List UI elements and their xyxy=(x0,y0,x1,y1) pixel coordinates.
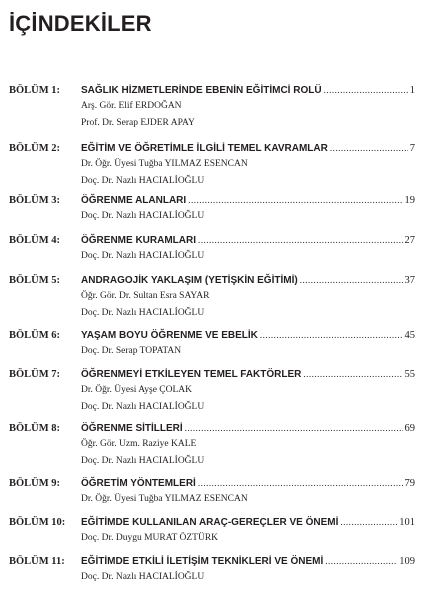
chapter-title: ÖĞRENME ALANLARI xyxy=(81,195,187,206)
page-number: 79 xyxy=(404,478,415,489)
page-number: 69 xyxy=(404,423,415,434)
chapter-title: ÖĞRETİM YÖNTEMLERİ xyxy=(81,478,196,489)
chapter-author: Doç. Dr. Nazlı HACIALİOĞLU xyxy=(81,402,205,412)
dot-leader xyxy=(185,423,403,433)
dot-leader xyxy=(300,275,403,285)
dot-leader xyxy=(324,85,408,95)
chapter-label: BÖLÜM 4: xyxy=(9,235,61,246)
chapter-title: SAĞLIK HİZMETLERİNDE EBENİN EĞİTİMCİ ROLÜ xyxy=(81,85,322,96)
dot-leader xyxy=(325,556,397,566)
chapter-author: Doç. Dr. Nazlı HACIALİOĞLU xyxy=(81,308,205,318)
chapter-author: Doç. Dr. Nazlı HACIALİOĞLU xyxy=(81,572,205,582)
chapter-label: BÖLÜM 5: xyxy=(9,275,61,286)
chapter-label: BÖLÜM 2: xyxy=(9,143,61,154)
chapter-title-line[interactable] xyxy=(81,517,415,528)
dot-leader xyxy=(198,235,403,245)
chapter-title-line[interactable] xyxy=(81,423,415,434)
dot-leader xyxy=(303,369,402,379)
chapter-label: BÖLÜM 8: xyxy=(9,423,61,434)
page-number: 1 xyxy=(409,85,415,96)
page-title: İÇİNDEKİLER xyxy=(9,11,152,36)
page-number: 27 xyxy=(404,235,415,246)
chapter-label: BÖLÜM 1: xyxy=(9,85,61,96)
chapter-author: Dr. Öğr. Üyesi Tuğba YILMAZ ESENCAN xyxy=(81,494,248,504)
chapter-title-line[interactable] xyxy=(81,369,415,380)
chapter-author: Doç. Dr. Duygu MURAT ÖZTÜRK xyxy=(81,533,219,543)
page-number: 55 xyxy=(404,369,415,380)
dot-leader xyxy=(340,517,397,527)
chapter-title: ANDRAGOJİK YAKLAŞIM (YETİŞKİN EĞİTİMİ) xyxy=(81,275,298,286)
chapter-title-line[interactable] xyxy=(81,330,415,341)
chapter-author: Prof. Dr. Serap EJDER APAY xyxy=(81,118,195,128)
chapter-author: Arş. Gör. Elif ERDOĞAN xyxy=(81,101,182,111)
chapter-author: Öğr. Gör. Uzm. Raziye KALE xyxy=(81,439,197,449)
chapter-title: YAŞAM BOYU ÖĞRENME VE EBELİK xyxy=(81,330,258,341)
chapter-author: Doç. Dr. Serap TOPATAN xyxy=(81,346,182,356)
chapter-author: Öğr. Gör. Dr. Sultan Esra SAYAR xyxy=(81,291,210,301)
chapter-title: ÖĞRENMEYİ ETKİLEYEN TEMEL FAKTÖRLER xyxy=(81,369,302,380)
chapter-title-line[interactable] xyxy=(81,143,415,154)
chapter-title-line[interactable] xyxy=(81,235,415,246)
chapter-title: ÖĞRENME SİTİLLERİ xyxy=(81,423,183,434)
chapter-title-line[interactable] xyxy=(81,275,415,286)
chapter-title: ÖĞRENME KURAMLARI xyxy=(81,235,196,246)
chapter-title: EĞİTİM VE ÖĞRETİMLE İLGİLİ TEMEL KAVRAMLAR xyxy=(81,143,328,154)
page-number: 7 xyxy=(409,143,415,154)
page-number: 101 xyxy=(399,517,415,528)
chapter-author: Doç. Dr. Nazlı HACIALİOĞLU xyxy=(81,176,205,186)
chapter-title: EĞİTİMDE KULLANILAN ARAÇ-GEREÇLER VE ÖNEMİ xyxy=(81,517,339,528)
chapter-author: Dr. Öğr. Üyesi Tuğba YILMAZ ESENCAN xyxy=(81,159,248,169)
dot-leader xyxy=(330,143,408,153)
chapter-title-line[interactable] xyxy=(81,195,415,206)
chapter-label: BÖLÜM 11: xyxy=(9,556,65,567)
page-number: 109 xyxy=(399,556,415,567)
chapter-title-line[interactable] xyxy=(81,556,415,567)
page-number: 45 xyxy=(404,330,415,341)
chapter-label: BÖLÜM 3: xyxy=(9,195,61,206)
chapter-label: BÖLÜM 10: xyxy=(9,517,66,528)
chapter-author: Dr. Öğr. Üyesi Ayşe ÇOLAK xyxy=(81,385,193,395)
chapter-author: Doç. Dr. Nazlı HACIALİOĞLU xyxy=(81,456,205,466)
page-number: 19 xyxy=(404,195,415,206)
chapter-title-line[interactable] xyxy=(81,478,415,489)
chapter-label: BÖLÜM 9: xyxy=(9,478,61,489)
chapter-label: BÖLÜM 6: xyxy=(9,330,61,341)
page-number: 37 xyxy=(404,275,415,286)
dot-leader xyxy=(188,195,402,205)
chapter-title: EĞİTİMDE ETKİLİ İLETİŞİM TEKNİKLERİ VE ÖNEMİ xyxy=(81,556,324,567)
chapter-author: Doç. Dr. Nazlı HACIALİOĞLU xyxy=(81,251,205,261)
dot-leader xyxy=(260,330,403,340)
chapter-title-line[interactable] xyxy=(81,85,415,96)
chapter-author: Doç. Dr. Nazlı HACIALİOĞLU xyxy=(81,211,205,221)
dot-leader xyxy=(198,478,403,488)
chapter-label: BÖLÜM 7: xyxy=(9,369,61,380)
